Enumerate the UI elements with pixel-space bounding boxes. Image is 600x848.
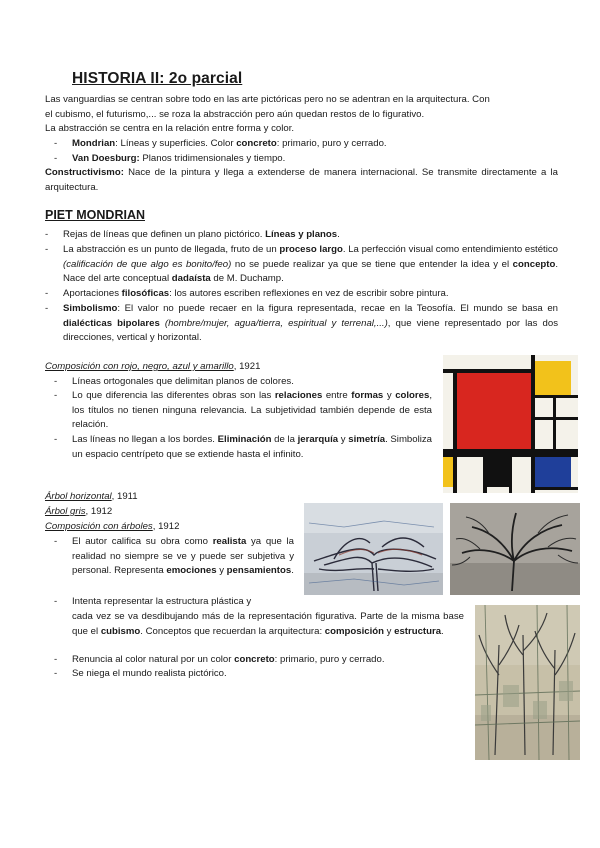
list-item: - Simbolismo: El valor no puede recaer en la figura representada, recae en la Teosofía. El mundo se basa en dialécticas bipolares (hombre/mujer, agua/tierra, espiritual y terrenal,...), que viene representado por las dos direcciones, vertical y horizontal. (45, 303, 558, 344)
list-item: - Van Doesburg: Planos tridimensionales y tiempo. (54, 153, 286, 164)
list-item: - Lo que diferencia las diferentes obras son las relaciones entre formas y colores, los títulos no tienen ninguna relevancia. La subjetividad también depende de esta relación. (54, 390, 432, 431)
list-item: - Intenta representar la estructura plástica y (54, 596, 252, 607)
list-item: - Renuncia al color natural por un color concreto: primario, puro y cerrado. (54, 654, 385, 665)
section-heading: PIET MONDRIAN (45, 208, 145, 222)
arbol-gris-image (450, 503, 580, 595)
mondrian-composition-image (443, 355, 578, 493)
constructivismo-paragraph: Constructivismo: Nace de la pintura y llega a extenderse de manera internacional. Se transmite directamente a la arquitectura. (45, 167, 558, 193)
list-item: - Aportaciones filosóficas: los autores escriben reflexiones en vez de escribir sobre pintura. (45, 288, 449, 299)
work-title: Composición con rojo, negro, azul y amarillo, 1921 (45, 361, 261, 372)
list-item: - Mondrian: Líneas y superficies. Color concreto: primario, puro y cerrado. (54, 138, 387, 149)
work-title: Árbol horizontal, 1911 (45, 491, 138, 502)
page-title: HISTORIA II: 2o parcial (72, 70, 243, 87)
list-item: - Se niega el mundo realista pictórico. (54, 668, 227, 679)
list-item: - Rejas de líneas que definen un plano pictórico. Líneas y planos. (45, 229, 340, 240)
arbol-horizontal-image (304, 503, 443, 595)
list-item: - Las líneas no llegan a los bordes. Eliminación de la jerarquía y simetría. Simboliza un espacio centrípeto que se extiende hasta el infinito. (54, 434, 432, 460)
list-item: - La abstracción es un punto de llegada, fruto de un proceso largo. La perfección visual como entendimiento estético (calificación de que algo es bonito/feo) no se puede realizar ya que se tiene que entender la idea y el concepto. Nace del arte conceptual dadaísta de M. Duchamp. (45, 244, 558, 285)
list-item: - El autor califica su obra como realista ya que la realidad no siempre se ve y puede ser subjetiva y personal. Representa emociones y pensamientos. (54, 536, 294, 577)
composicion-arboles-image (475, 605, 580, 760)
work-title: Composición con árboles, 1912 (45, 521, 180, 532)
list-item: - Líneas ortogonales que delimitan planos de colores. (54, 376, 294, 387)
intro-paragraph: Las vanguardias se centran sobre todo en las arte pictóricas pero no se adentran en la arquitectura. Con el cubismo, el futurismo,... se roza la abstracción pero aún quedan restos de lo figurativo. La abstracción se centra en la relación entre forma y color. (45, 94, 490, 135)
work-title: Árbol gris, 1912 (45, 506, 113, 517)
list-item-continued: cada vez se va desdibujando más de la representación figurativa. Parte de la misma base que el cubismo. Conceptos que recuerdan la arquitectura: composición y estructura. (72, 611, 464, 637)
